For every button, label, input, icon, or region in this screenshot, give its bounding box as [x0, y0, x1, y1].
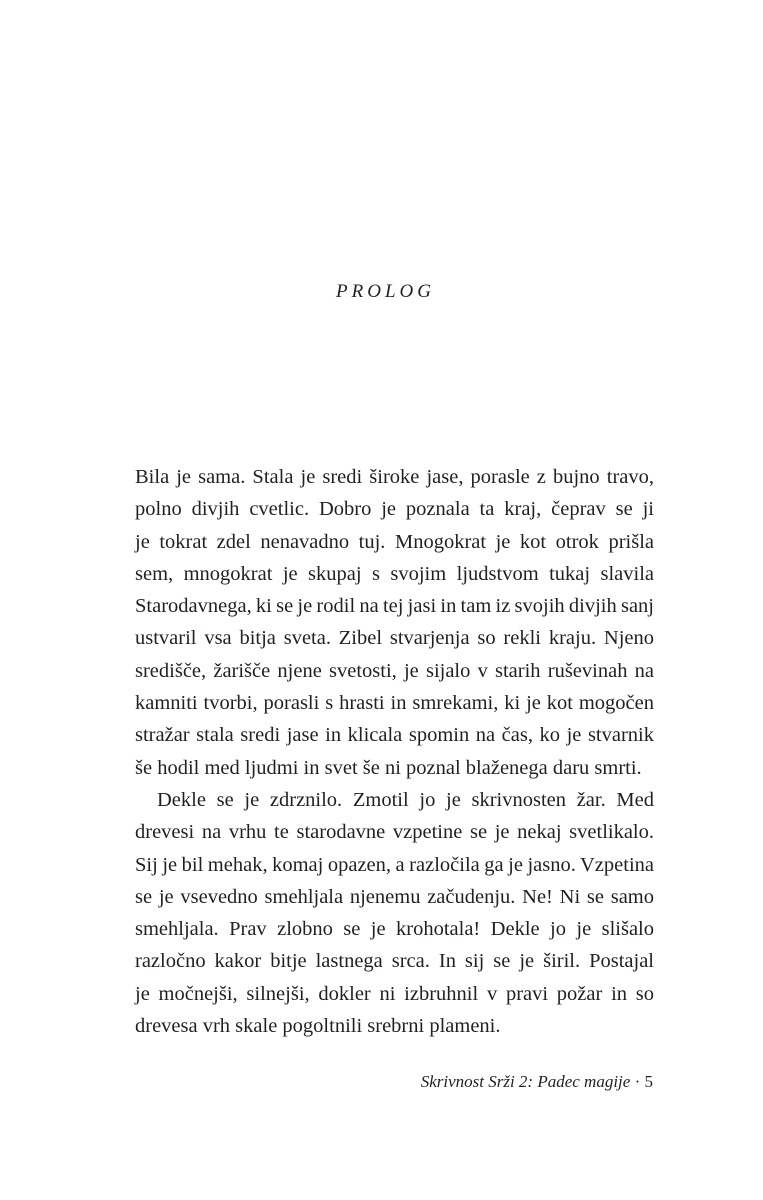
- text-line: še hodil med ljudmi in svet še ni poznal blaženega daru smrti.: [135, 756, 642, 779]
- text-line: stražar stala sredi jase in klicala spomin na čas, ko je stvarnik: [135, 724, 654, 747]
- text-line: drevesa vrh skale pogoltnili srebrni plameni.: [135, 1015, 501, 1038]
- paragraph-1: [135, 461, 654, 784]
- text-line: smehljala. Prav zlobno se je krohotala! Dekle jo je slišalo: [135, 918, 654, 941]
- text-line: polno divjih cvetlic. Dobro je poznala ta kraj, čeprav se ji: [135, 498, 654, 521]
- text-line: drevesi na vrhu te starodavne vzpetine se je nekaj svetlikalo.: [135, 821, 654, 844]
- footer-separator: ·: [630, 1072, 645, 1091]
- text-line: ustvaril vsa bitja sveta. Zibel stvarjenja so rekli kraju. Njeno: [135, 627, 654, 650]
- body-text: [135, 461, 654, 1042]
- book-title: Skrivnost Srži 2: Padec magije: [420, 1072, 631, 1091]
- text-line: sem, mnogokrat je skupaj s svojim ljudstvom tukaj slavila: [135, 562, 654, 585]
- text-line: je tokrat zdel nenavadno tuj. Mnogokrat je kot otrok prišla: [135, 530, 654, 553]
- text-line: se je vsevedno smehljala njenemu začudenju. Ne! Ni se samo: [135, 885, 654, 908]
- page-number: 5: [644, 1072, 653, 1091]
- chapter-title: PROLOG: [336, 281, 435, 302]
- text-line: Sij je bil mehak, komaj opazen, a razločila ga je jasno. Vzpetina: [135, 853, 654, 876]
- running-footer: [421, 1072, 653, 1092]
- text-line: Bila je sama. Stala je sredi široke jase, porasle z bujno travo,: [135, 466, 654, 488]
- text-line: središče, žarišče njene svetosti, je sijalo v starih ruševinah na: [135, 659, 654, 682]
- text-line: razločno kakor bitje lastnega srca. In sij se je širil. Postajal: [135, 950, 654, 973]
- text-line: Starodavnega, ki se je rodil na tej jasi in tam iz svojih divjih sanj: [135, 595, 654, 618]
- paragraph-2: [135, 784, 654, 1042]
- text-line: Dekle se je zdrznilo. Zmotil jo je skrivnosten žar. Med: [157, 788, 654, 811]
- text-line: kamniti tvorbi, porasli s hrasti in smrekami, ki je kot mogočen: [135, 692, 654, 715]
- text-line: je močnejši, silnejši, dokler ni izbruhnil v pravi požar in so: [135, 982, 654, 1005]
